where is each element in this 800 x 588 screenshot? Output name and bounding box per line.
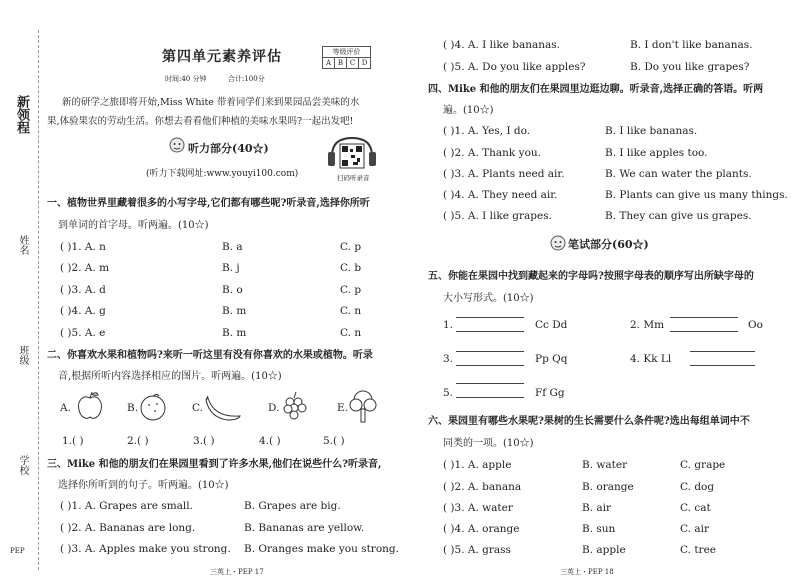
q5-item-number: 4. Kk Ll <box>630 353 672 365</box>
q4-option-b[interactable]: B. I like bananas. <box>605 125 698 137</box>
q6-option-a[interactable]: ( )4. A. orange <box>443 523 520 535</box>
q6-option-b[interactable]: B. apple <box>582 544 626 556</box>
q2-line-2: 音,根据所听内容选择相应的图片。听两遍。(10☆) <box>58 371 282 382</box>
school-label: 学校 <box>17 455 28 475</box>
footer-right: 三英上・PEP 18 <box>560 568 614 576</box>
q4-option-b[interactable]: B. We can water the plants. <box>605 168 752 180</box>
q6-option-c[interactable]: C. cat <box>680 502 711 514</box>
q4-line-1: 四、Mike 和他的朋友们在果园里边逛边聊。听录音,选择正确的答语。听两 <box>428 84 764 95</box>
q5-blank[interactable] <box>456 351 524 352</box>
q5-blank[interactable] <box>690 351 755 352</box>
q1-line-2: 到单词的首字母。听两遍。(10☆) <box>58 220 209 231</box>
q6-option-a[interactable]: ( )2. A. banana <box>443 481 522 493</box>
q1-option-b[interactable]: B. m <box>222 327 247 339</box>
q5-letters: Ff Gg <box>535 387 565 399</box>
grade-table <box>322 46 371 69</box>
banana-icon <box>204 392 244 422</box>
q6-option-a[interactable]: ( )5. A. grass <box>443 544 511 556</box>
q4-option-b[interactable]: B. Plants can give us many things. <box>605 189 788 201</box>
mascot-icon <box>168 136 186 154</box>
q6-option-b[interactable]: B. orange <box>582 481 634 493</box>
q1-option-b[interactable]: B. o <box>222 284 243 296</box>
q3-option-a[interactable]: ( )2. A. Bananas are long. <box>60 522 196 534</box>
q6-line-1: 六、果园里有哪些水果呢?果树的生长需要什么条件呢?选出每组单词中不 <box>428 416 750 427</box>
qr-label: 扫码听录音 <box>337 174 370 182</box>
q6-option-c[interactable]: C. grape <box>680 459 726 471</box>
q1-option-c[interactable]: C. n <box>340 327 362 339</box>
q4-option-a[interactable]: ( )1. A. Yes, I do. <box>443 125 531 137</box>
grade-b: B <box>335 58 347 69</box>
q6-option-b[interactable]: B. water <box>582 459 628 471</box>
q2-answer-3[interactable]: 3.( ) <box>193 435 215 447</box>
q3-option-b[interactable]: B. Grapes are big. <box>244 500 341 512</box>
q4-option-a[interactable]: ( )3. A. Plants need air. <box>443 168 565 180</box>
q5-letters: Cc Dd <box>535 319 568 331</box>
q5-blank[interactable] <box>456 331 524 332</box>
page-title: 第四单元素养评估 <box>162 49 282 65</box>
q6-option-b[interactable]: B. sun <box>582 523 616 535</box>
q6-option-c[interactable]: C. tree <box>680 544 717 556</box>
grade-c: C <box>347 58 359 69</box>
q1-option-a[interactable]: ( )3. A. d <box>60 284 106 296</box>
q2-letter-b: B. <box>127 402 139 414</box>
qr-code-icon[interactable] <box>326 134 378 176</box>
q3-option-b[interactable]: B. I don't like bananas. <box>630 39 753 51</box>
grade-d: D <box>359 58 371 69</box>
orange-icon <box>138 392 168 422</box>
q6-option-b[interactable]: B. air <box>582 502 612 514</box>
q2-line-1: 二、你喜欢水果和植物吗?来听一听这里有没有你喜欢的水果或植物。听录 <box>47 350 373 361</box>
q3-option-a[interactable]: ( )5. A. Do you like apples? <box>443 61 586 73</box>
q4-option-a[interactable]: ( )5. A. I like grapes. <box>443 210 552 222</box>
q5-line-1: 五、你能在果园中找到藏起来的字母吗?按照字母表的顺序写出所缺字母的 <box>428 271 754 282</box>
q3-option-a[interactable]: ( )1. A. Grapes are small. <box>60 500 193 512</box>
time-text: 时间:40 分钟 <box>165 75 207 83</box>
grade-a: A <box>323 58 335 69</box>
q3-option-a[interactable]: ( )4. A. I like bananas. <box>443 39 561 51</box>
listening-download: (听力下载网址:www.youyi100.com) <box>146 169 299 179</box>
q2-answer-2[interactable]: 2.( ) <box>127 435 149 447</box>
listening-title: 听力部分(40☆) <box>188 142 269 155</box>
name-label: 姓名 <box>17 235 28 255</box>
q4-option-b[interactable]: B. I like apples too. <box>605 147 708 159</box>
q5-blank[interactable] <box>456 317 524 318</box>
grade-label: 等级评价 <box>323 47 371 58</box>
q2-answer-4[interactable]: 4.( ) <box>259 435 281 447</box>
q5-item-number: 2. Mm <box>630 319 665 331</box>
q3-option-b[interactable]: B. Oranges make you strong. <box>244 543 399 555</box>
q6-option-a[interactable]: ( )3. A. water <box>443 502 513 514</box>
q5-item-number: 3. <box>443 353 454 365</box>
q3-option-a[interactable]: ( )3. A. Apples make you strong. <box>60 543 231 555</box>
intro-line-2: 果,体验果农的劳动生活。你想去看看他们种植的美味水果吗?一起出发吧! <box>47 116 354 127</box>
q1-option-c[interactable]: C. p <box>340 241 362 253</box>
q1-option-c[interactable]: C. p <box>340 284 362 296</box>
q5-line-2: 大小写形式。(10☆) <box>443 293 534 304</box>
tree-icon <box>348 388 378 424</box>
q2-letter-c: C. <box>192 402 203 414</box>
q3-option-b[interactable]: B. Do you like grapes? <box>630 61 750 73</box>
brand-logo: 新领程 <box>14 95 29 134</box>
writing-title: 笔试部分(60☆) <box>568 238 649 251</box>
total-text: 合计:100分 <box>228 75 265 83</box>
q5-blank[interactable] <box>690 365 755 366</box>
class-label: 班级 <box>17 345 28 365</box>
q1-line-1: 一、植物世界里藏着很多的小写字母,它们都有哪些呢?听录音,选择你所听 <box>47 198 370 209</box>
q5-blank[interactable] <box>670 317 738 318</box>
q4-line-2: 遍。(10☆) <box>443 105 494 116</box>
q4-option-a[interactable]: ( )4. A. They need air. <box>443 189 558 201</box>
q3-option-b[interactable]: B. Bananas are yellow. <box>244 522 365 534</box>
q5-blank[interactable] <box>456 397 524 398</box>
q1-option-a[interactable]: ( )4. A. g <box>60 305 106 317</box>
binding-line <box>38 30 39 570</box>
q2-letter-d: D. <box>268 402 280 414</box>
apple-icon <box>74 390 106 422</box>
q5-item-number: 5. <box>443 387 454 399</box>
q6-option-c[interactable]: C. dog <box>680 481 715 493</box>
q2-answer-5[interactable]: 5.( ) <box>323 435 345 447</box>
q1-option-c[interactable]: C. n <box>340 305 362 317</box>
footer-left: 三英上・PEP 17 <box>210 568 264 576</box>
grapes-icon <box>280 390 310 422</box>
q2-letter-a: A. <box>60 402 71 414</box>
q5-letters: Oo <box>748 319 763 331</box>
intro-line-1: 新的研学之旅即将开始,Miss White 带着同学们来到果园品尝美味的水 <box>62 97 360 108</box>
q1-option-b[interactable]: B. m <box>222 305 247 317</box>
q1-option-a[interactable]: ( )2. A. m <box>60 262 110 274</box>
q2-letter-e: E. <box>337 402 349 414</box>
q5-letters: Pp Qq <box>535 353 568 365</box>
q1-option-b[interactable]: B. a <box>222 241 243 253</box>
q6-option-a[interactable]: ( )1. A. apple <box>443 459 512 471</box>
q5-blank[interactable] <box>456 365 524 366</box>
mascot-icon <box>549 234 567 252</box>
q3-line-2: 选择你所听到的句子。听两遍。(10☆) <box>58 480 229 491</box>
q1-option-b[interactable]: B. j <box>222 262 240 274</box>
q5-blank[interactable] <box>670 331 738 332</box>
q5-blank[interactable] <box>456 383 524 384</box>
q6-line-2: 同类的一项。(10☆) <box>443 438 534 449</box>
q4-option-a[interactable]: ( )2. A. Thank you. <box>443 147 541 159</box>
q3-line-1: 三、Mike 和他的朋友们在果园里看到了许多水果,他们在说些什么?听录音, <box>47 459 382 470</box>
q5-item-number: 1. <box>443 319 454 331</box>
pep-label: PEP <box>10 547 25 555</box>
q1-option-a[interactable]: ( )5. A. e <box>60 327 106 339</box>
q1-option-c[interactable]: C. b <box>340 262 362 274</box>
q4-option-b[interactable]: B. They can give us grapes. <box>605 210 752 222</box>
q1-option-a[interactable]: ( )1. A. n <box>60 241 106 253</box>
q6-option-c[interactable]: C. air <box>680 523 709 535</box>
q2-answer-1[interactable]: 1.( ) <box>62 435 84 447</box>
